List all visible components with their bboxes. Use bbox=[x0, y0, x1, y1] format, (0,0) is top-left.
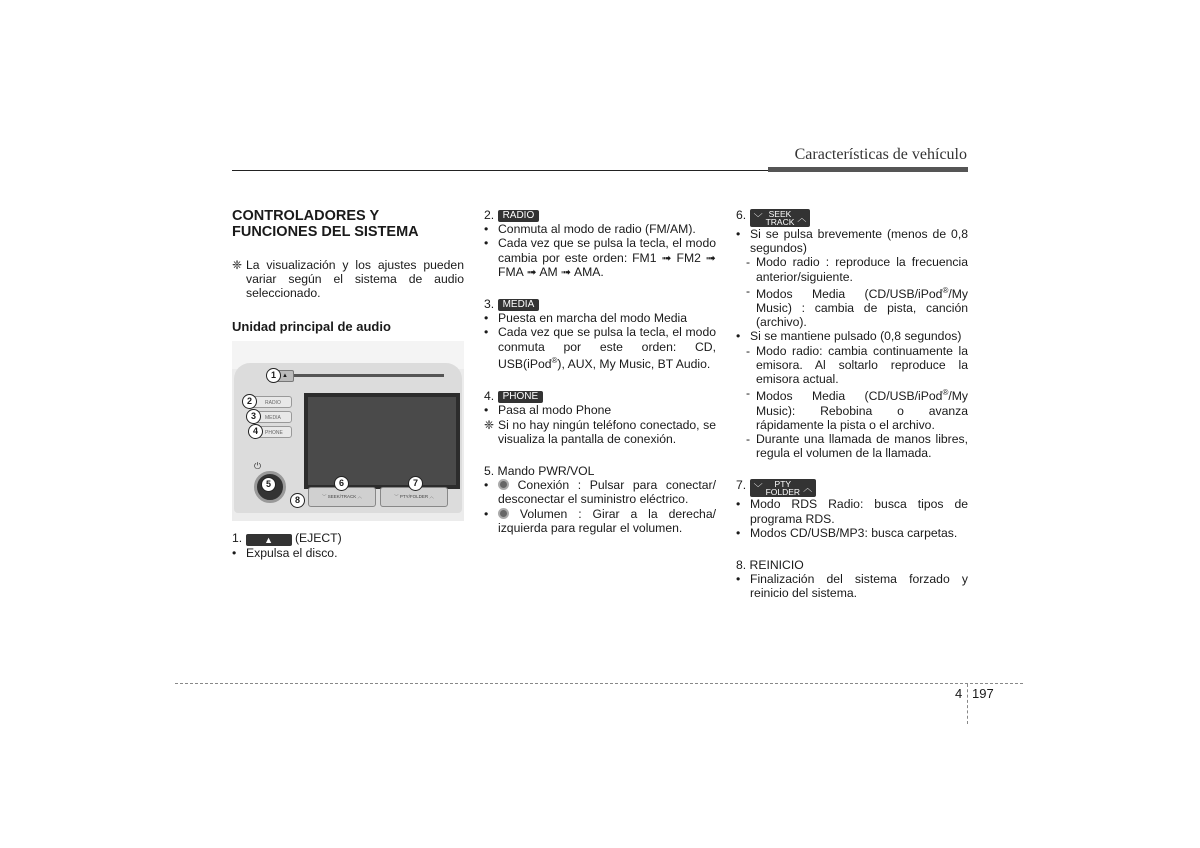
item-3-heading: 3. MEDIA bbox=[484, 297, 716, 311]
item-1-bullet: • Expulsa el disco. bbox=[232, 545, 338, 560]
unit-media-button: MEDIA bbox=[250, 411, 292, 423]
unit-screen bbox=[304, 393, 460, 489]
item-5-heading: 5. Mando PWR/VOL bbox=[484, 463, 595, 478]
section-title-line-1: CONTROLADORES Y bbox=[232, 208, 380, 224]
callout-7: 7 bbox=[408, 476, 423, 491]
item-4-note: ❈ Si no hay ningún teléfono conectado, se visualiza la pantalla de conexión. bbox=[484, 417, 716, 446]
item-5-bullet-1: • Conexión : Pulsar para conectar/ desconectar el suministro eléctrico. bbox=[484, 478, 716, 507]
callout-2: 2 bbox=[242, 394, 257, 409]
power-icon: ⏻ bbox=[254, 460, 262, 471]
item-1-heading: 1. ▲ (EJECT) bbox=[232, 530, 342, 545]
display-note: ❈ La visualización y los ajustes pueden variar según el sistema de audio seleccionado. bbox=[232, 258, 464, 301]
item-6-bullet-1: • Si se pulsa brevemente (menos de 0,8 segundos) bbox=[736, 227, 968, 256]
item-6-dash-1: - Modo radio : reproduce la frecuencia anterior/siguiente. bbox=[746, 255, 968, 284]
item-3-bullet-2: • Cada vez que se pulsa la tecla, el modo conmuta por este orden: CD, USB(iPod®), AUX, My Music, BT Audio. bbox=[484, 325, 716, 371]
page-number: 197 bbox=[972, 686, 994, 701]
callout-8: 8 bbox=[290, 493, 305, 508]
chevron-down-icon: ﹀ bbox=[753, 483, 763, 494]
item-2-bullet-1: • Conmuta al modo de radio (FM/AM). bbox=[484, 222, 696, 237]
item-2-bullet-2: • Cada vez que se pulsa la tecla, el modo cambia por este orden: FM1 ➟ FM2 ➟ FMA ➟ AM ➟ AMA. bbox=[484, 236, 716, 279]
section-title bbox=[232, 208, 464, 240]
item-6-dash-4: - Modos Media (CD/USB/iPod®/My Music): Rebobina o avanza rápidamente la pista o el archivo. bbox=[746, 386, 968, 432]
subsection-title: Unidad principal de audio bbox=[232, 318, 391, 334]
item-7-bullet-2: • Modos CD/USB/MP3: busca carpetas. bbox=[736, 525, 958, 540]
chapter-number: 4 bbox=[955, 686, 963, 701]
chevron-up-icon: ︿ bbox=[797, 213, 807, 223]
chevron-up-icon: ︿ bbox=[803, 483, 813, 494]
section-title-line-2: FUNCIONES DEL SISTEMA bbox=[232, 224, 419, 240]
footer-divider bbox=[967, 684, 968, 724]
column-2 bbox=[484, 208, 716, 535]
callout-1: 1 bbox=[266, 368, 281, 383]
unit-radio-button: RADIO bbox=[250, 396, 292, 408]
item-4-heading: 4. PHONE bbox=[484, 389, 716, 403]
page-header-title: Características de vehículo bbox=[794, 146, 967, 163]
item-8-heading: 8. REINICIO bbox=[736, 557, 804, 572]
pty-folder-rocker: ﹀ PTY/FOLDER ︿ bbox=[380, 487, 448, 507]
item-7-heading: 7. ﹀ PTY FOLDER ︿ bbox=[736, 478, 968, 497]
pty-folder-badge: ﹀ PTY FOLDER ︿ bbox=[750, 479, 817, 497]
item-5-bullet-2: • Volumen : Girar a la derecha/ izquierda para regular el volumen. bbox=[484, 506, 716, 535]
item-7-bullet-1: • Modo RDS Radio: busca tipos de programa RDS. bbox=[736, 497, 968, 526]
note-icon: ❈ bbox=[232, 258, 243, 272]
seek-track-badge: ﹀ SEEK TRACK ︿ bbox=[750, 209, 811, 227]
callout-4: 4 bbox=[248, 424, 263, 439]
unit-phone-button: PHONE bbox=[250, 426, 292, 438]
media-badge: MEDIA bbox=[498, 299, 540, 311]
item-6-dash-2: - Modos Media (CD/USB/iPod®/My Music) : cambia de pista, canción (archivo). bbox=[746, 283, 968, 330]
item-6-dash-3: - Modo radio: cambia continuamente la emisora. Al soltarlo reproduce la emisora actual. bbox=[746, 343, 968, 387]
eject-badge-icon: ▲ bbox=[246, 534, 292, 546]
seek-track-rocker: ﹀ SEEK/TRACK ︿ bbox=[308, 487, 376, 507]
footer-rule bbox=[175, 683, 1023, 684]
eject-icon: ▲ bbox=[276, 370, 294, 382]
item-3-bullet-1: • Puesta en marcha del modo Media bbox=[484, 311, 688, 326]
header-bar bbox=[768, 167, 968, 172]
item-6-dash-5: - Durante una llamada de manos libres, regula el volumen de la llamada. bbox=[746, 431, 968, 461]
head-unit-illustration bbox=[232, 341, 464, 521]
item-6-heading: 6. ﹀ SEEK TRACK ︿ bbox=[736, 208, 968, 227]
chevron-down-icon: ﹀ bbox=[753, 213, 763, 223]
cd-slot bbox=[294, 374, 444, 377]
note-icon: ❈ bbox=[484, 417, 495, 432]
column-1 bbox=[232, 208, 464, 560]
item-4-bullet-1: • Pasa al modo Phone bbox=[484, 403, 612, 418]
item-6-bullet-2: • Si se mantiene pulsado (0,8 segundos) bbox=[736, 329, 962, 344]
radio-badge: RADIO bbox=[498, 210, 540, 222]
phone-badge: PHONE bbox=[498, 391, 544, 403]
callout-3: 3 bbox=[246, 409, 261, 424]
knob-icon bbox=[498, 508, 509, 519]
knob-icon bbox=[498, 479, 509, 490]
item-8-bullet-1: • Finalización del sistema forzado y reinicio del sistema. bbox=[736, 572, 968, 601]
callout-5: 5 bbox=[261, 477, 276, 492]
item-2-heading: 2. RADIO bbox=[484, 208, 716, 222]
callout-6: 6 bbox=[334, 476, 349, 491]
column-3 bbox=[736, 208, 968, 601]
